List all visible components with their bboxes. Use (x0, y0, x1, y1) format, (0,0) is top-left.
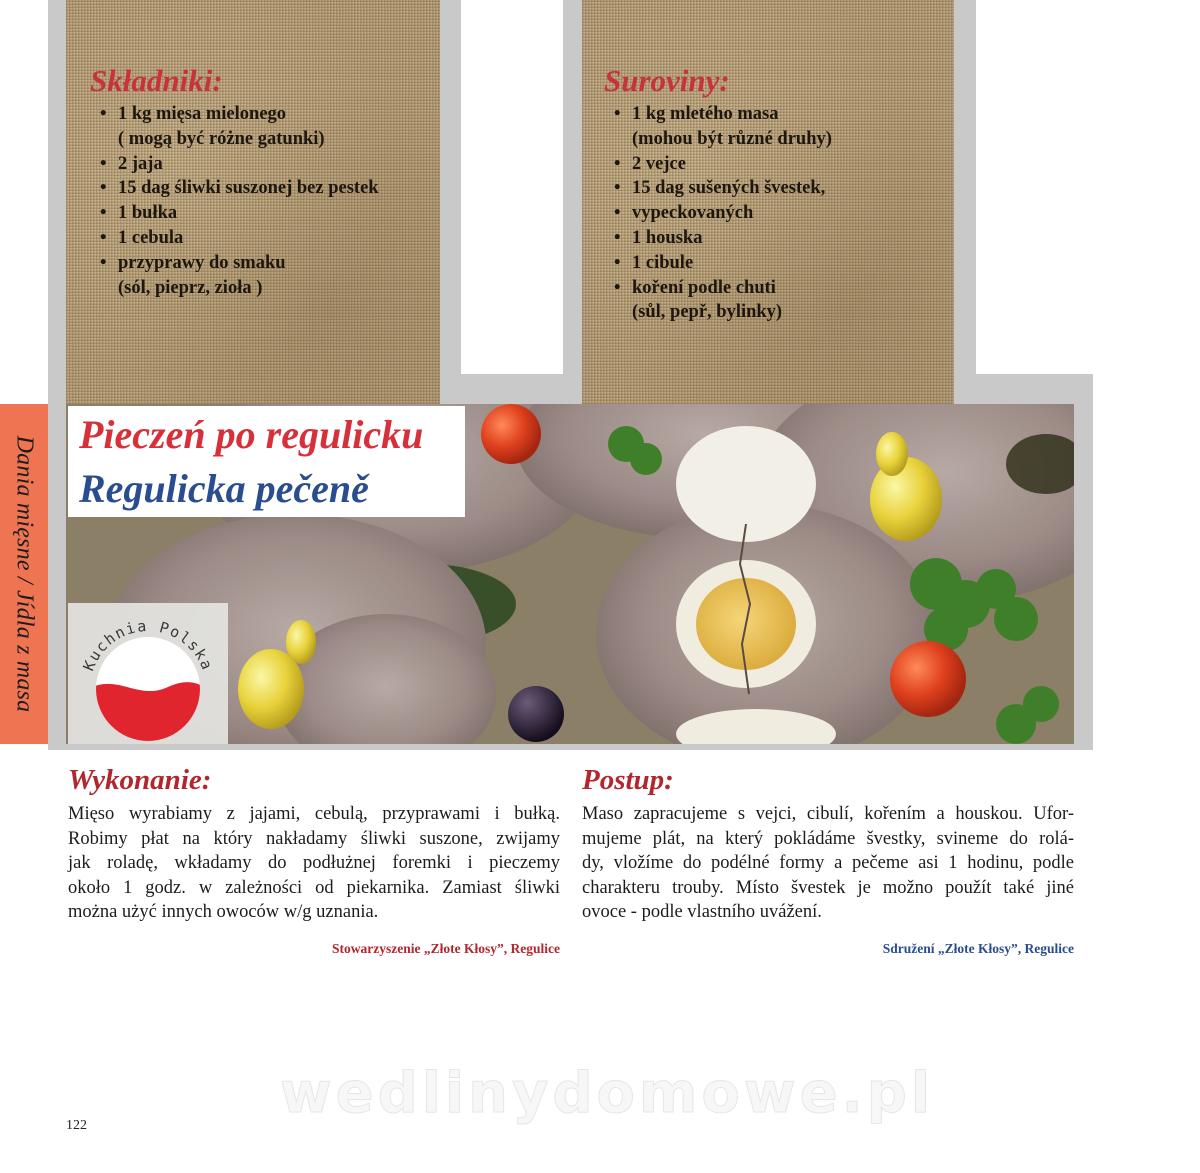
method-cz-text (582, 802, 1074, 925)
list-item: • 1 kg mięsa mielonego (100, 104, 287, 124)
ingredients-pl-list (98, 102, 379, 300)
method-cz-section (582, 764, 1074, 957)
list-item: • 2 vejce (614, 153, 686, 174)
list-item: • 2 jaja (100, 153, 163, 174)
list-item: • 1 cibule (614, 252, 694, 273)
list-item: (sůl, pepř, bylinky) (632, 302, 783, 323)
text-line: mujeme plát, na který pokládáme švestky, svineme do rolá- (582, 828, 1074, 849)
category-label: Dania mięsne / Jídla z masa (11, 435, 38, 713)
list-item: • koření podle chuti (614, 277, 776, 298)
list-item: • 15 dag sušených švestek, (614, 178, 826, 199)
method-pl-credit: Stowarzyszenie „Złote Kłosy”, Regulice (332, 940, 560, 956)
list-item: • 1 bułka (100, 203, 178, 224)
polish-flag-icon (68, 603, 228, 744)
text-line: można użyć innych owoców w/g uznania. (68, 902, 379, 923)
method-pl-title: Wykonanie: (68, 764, 212, 796)
recipe-title-cz: Regulicka pečeně (79, 466, 369, 511)
category-side-tab (0, 404, 48, 744)
ingredients-cz-panel (582, 0, 954, 404)
watermark-text: wedlinydomowe.pl (282, 1061, 932, 1126)
list-item: • vypeckovaných (614, 203, 754, 224)
method-pl-text (68, 802, 560, 925)
ingredients-pl-title: Składniki: (90, 63, 223, 98)
ingredients-pl-panel (66, 0, 440, 404)
list-item: • przyprawy do smaku (100, 252, 286, 273)
list-item: • 15 dag śliwki suszonej bez pestek (100, 178, 379, 199)
list-item: • 1 houska (614, 227, 703, 248)
list-item: (mohou být různé druhy) (632, 128, 832, 149)
badge-text: Kuchnia Polska (79, 616, 217, 674)
ingredients-cz-list (612, 102, 832, 325)
list-item: • 1 kg mletého masa (614, 104, 779, 124)
recipe-title-pl: Pieczeń po regulicku (79, 412, 424, 457)
text-line: Robimy płat na który nakładamy śliwki suszone, zwijamy (68, 828, 560, 849)
list-item: • 1 cebula (100, 227, 184, 248)
recipe-title-box (68, 406, 465, 517)
list-item: (sól, pieprz, zioła ) (118, 277, 263, 298)
list-item: ( mogą być różne gatunki) (118, 128, 325, 149)
text-line: dy, vložíme do podélné formy a pečeme asi 1 hodinu, podle (582, 853, 1074, 874)
ingredients-cz-title: Suroviny: (604, 63, 730, 98)
method-cz-title: Postup: (582, 764, 674, 796)
text-line: jak roladę, wkładamy do podłużnej foremki i pieczemy (68, 853, 560, 874)
method-pl-section (68, 764, 560, 957)
page-number: 122 (66, 1118, 87, 1133)
text-line: Maso zapracujeme s vejci, cibulí, kořením a houskou. Ufor- (582, 804, 1074, 824)
text-line: Mięso wyrabiamy z jajami, cebulą, przyprawami i bułką. (68, 804, 560, 824)
text-line: charakteru trouby. Místo švestek je možno použít také jiné (582, 877, 1074, 898)
method-cz-credit: Sdružení „Złote Kłosy”, Regulice (882, 940, 1074, 956)
kuchnia-polska-badge (68, 603, 228, 744)
watermark (282, 1060, 932, 1130)
text-line: około 1 godz. w zależności od piekarnika. Zamiast śliwki (68, 877, 560, 898)
text-line: ovoce - podle vlastního uvážení. (582, 902, 822, 923)
